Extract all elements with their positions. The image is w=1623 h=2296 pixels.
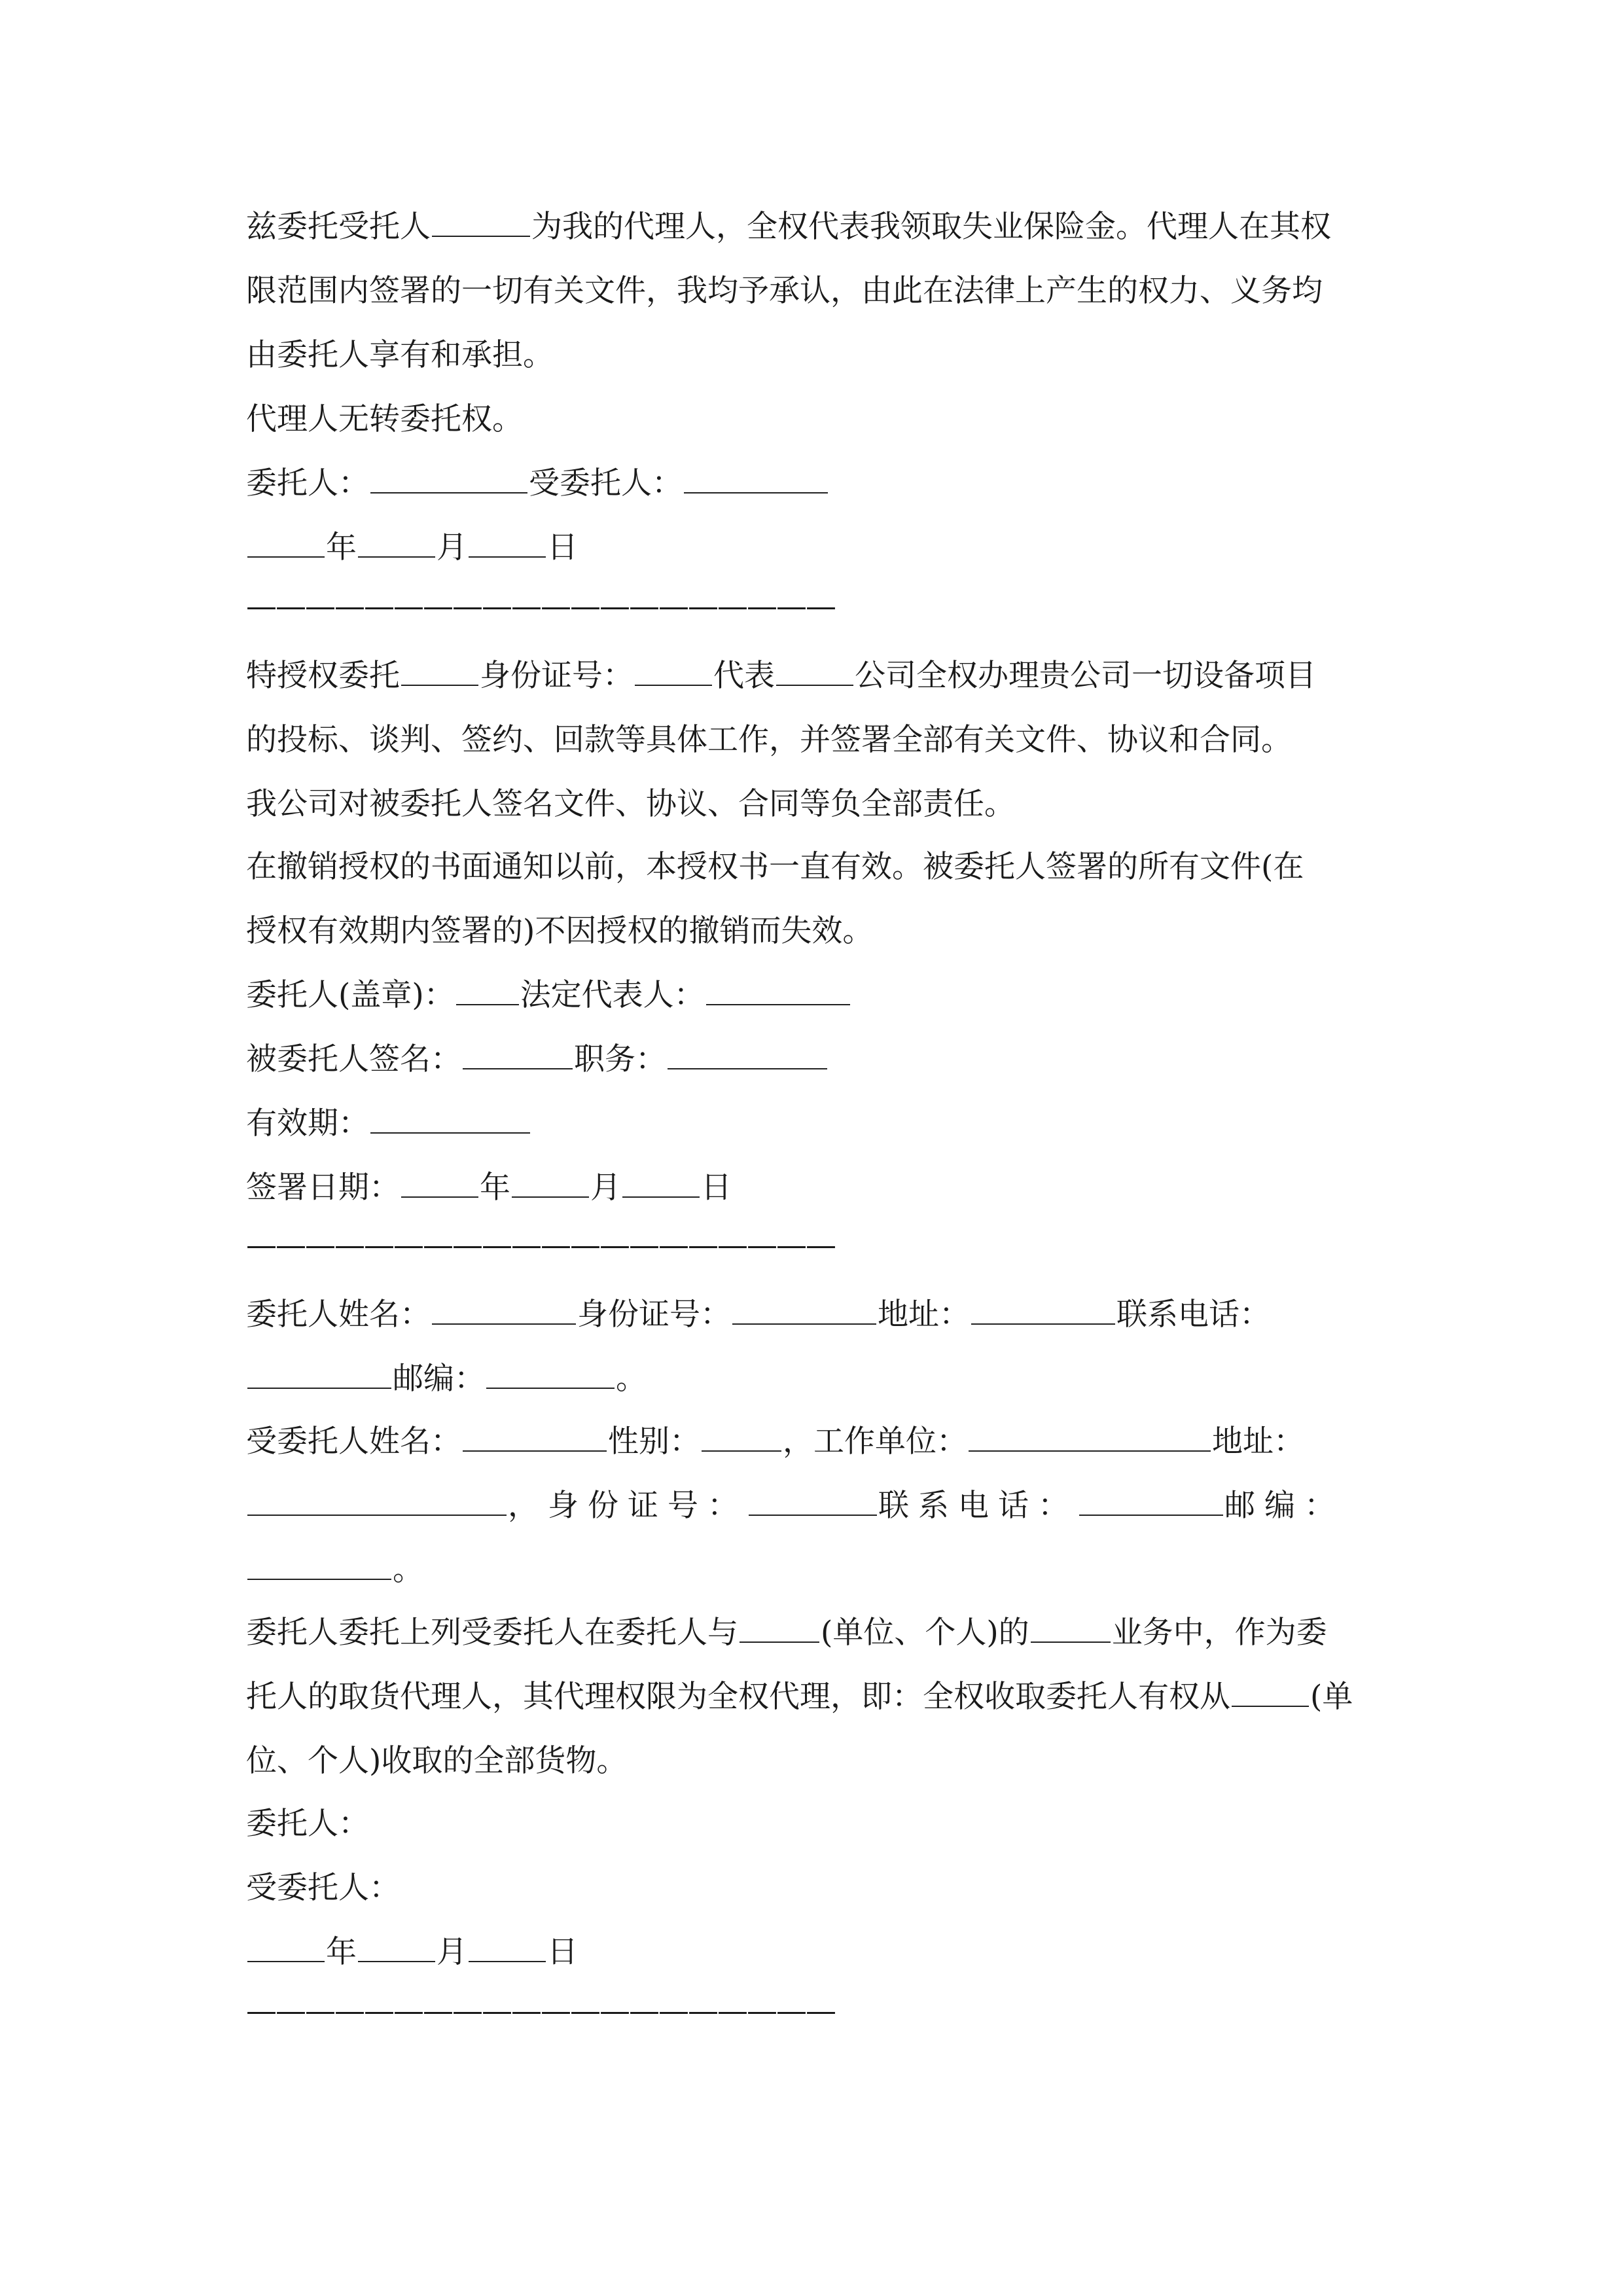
id-number-blank[interactable] bbox=[732, 1295, 876, 1325]
employer-blank[interactable] bbox=[969, 1422, 1211, 1452]
text: 联系电话： bbox=[878, 1488, 1078, 1524]
s3-line-4 bbox=[246, 1483, 1344, 1529]
s3-line-3 bbox=[246, 1419, 1304, 1465]
s2-line-3: 我公司对被委托人签名文件、协议、合同等负全部责任。 bbox=[246, 786, 1015, 822]
source-blank[interactable] bbox=[1232, 1677, 1309, 1707]
signature-blank[interactable] bbox=[463, 1039, 573, 1069]
agent-blank[interactable] bbox=[684, 463, 828, 493]
day-label: 日 bbox=[547, 1934, 578, 1970]
text: 兹委托受托人 bbox=[246, 209, 431, 245]
s2-line-5: 授权有效期内签署的)不因授权的撤销而失效。 bbox=[246, 913, 874, 949]
text: 身份证号： bbox=[577, 1297, 731, 1333]
agent-name-blank[interactable] bbox=[463, 1422, 607, 1452]
text: 公司全权办理贵公司一切设备项目 bbox=[855, 658, 1316, 694]
text: 邮编： bbox=[1224, 1488, 1344, 1524]
agent-name-blank[interactable] bbox=[432, 207, 530, 237]
s2-line-6 bbox=[246, 973, 851, 1018]
text: 法定代表人： bbox=[520, 977, 705, 1013]
text: ，工作单位： bbox=[783, 1424, 967, 1460]
s1-line-3: 由委托人享有和承担。 bbox=[246, 337, 554, 373]
s3-line-6 bbox=[246, 1610, 1327, 1656]
s1-date-line bbox=[246, 525, 578, 571]
text: 联系电话： bbox=[1116, 1297, 1270, 1333]
postcode-blank[interactable] bbox=[486, 1359, 615, 1389]
position-blank[interactable] bbox=[668, 1039, 827, 1069]
month-blank[interactable] bbox=[358, 528, 435, 558]
month-label: 月 bbox=[437, 529, 467, 565]
s1-line-4: 代理人无转委托权。 bbox=[246, 401, 523, 437]
text: 签署日期： bbox=[246, 1170, 400, 1206]
text: 业务中，作为委 bbox=[1111, 1615, 1327, 1651]
s3-line-8: 位、个人)收取的全部货物。 bbox=[246, 1743, 628, 1779]
s1-line-5 bbox=[246, 461, 829, 507]
s3-line-7 bbox=[246, 1674, 1353, 1720]
text: 地址： bbox=[1212, 1424, 1304, 1460]
s3-date-line bbox=[246, 1929, 578, 1975]
text: (单位、个人)的 bbox=[821, 1615, 1029, 1651]
text: 邮编： bbox=[393, 1361, 485, 1397]
year-label: 年 bbox=[480, 1170, 510, 1206]
day-blank[interactable] bbox=[469, 528, 546, 558]
text: 特授权委托 bbox=[246, 658, 400, 694]
validity-blank[interactable] bbox=[370, 1103, 530, 1134]
gender-blank[interactable] bbox=[702, 1422, 781, 1452]
s3-line-10: 受委托人： bbox=[246, 1870, 400, 1906]
phone-blank[interactable] bbox=[247, 1359, 391, 1389]
agent-label: 受委托人： bbox=[529, 465, 683, 501]
s2-line-1 bbox=[246, 653, 1316, 699]
year-blank[interactable] bbox=[247, 528, 325, 558]
text: 被委托人签名： bbox=[246, 1041, 461, 1077]
section-separator: ———————————————————— bbox=[246, 588, 835, 624]
seal-blank[interactable] bbox=[456, 975, 519, 1005]
section-separator: ———————————————————— bbox=[246, 1993, 835, 2029]
text: 。 bbox=[393, 1552, 423, 1588]
s3-line-1 bbox=[246, 1292, 1270, 1338]
s2-line-4: 在撤销授权的书面通知以前，本授权书一直有效。被委托人签署的所有文件(在 bbox=[246, 849, 1304, 885]
year-blank[interactable] bbox=[401, 1168, 478, 1198]
s2-line-7 bbox=[246, 1037, 829, 1083]
year-label: 年 bbox=[326, 529, 357, 565]
agent-postcode-blank[interactable] bbox=[247, 1550, 391, 1580]
id-number-blank[interactable] bbox=[635, 656, 712, 686]
text: 为我的代理人，全权代表我领取失业保险金。代理人在其权 bbox=[531, 209, 1331, 245]
month-blank[interactable] bbox=[512, 1168, 589, 1198]
company-blank[interactable] bbox=[776, 656, 853, 686]
address-blank[interactable] bbox=[971, 1295, 1115, 1325]
authorized-name-blank[interactable] bbox=[401, 656, 478, 686]
text: 。 bbox=[616, 1361, 647, 1397]
s3-line-2 bbox=[246, 1356, 647, 1402]
text: ，身份证号： bbox=[508, 1488, 747, 1524]
text: 受委托人姓名： bbox=[246, 1424, 461, 1460]
text: 委托人姓名： bbox=[246, 1297, 431, 1333]
principal-name-blank[interactable] bbox=[432, 1295, 576, 1325]
section-separator: ———————————————————— bbox=[246, 1227, 835, 1263]
text: 有效期： bbox=[246, 1105, 369, 1141]
agent-phone-blank[interactable] bbox=[1079, 1486, 1223, 1516]
business-blank[interactable] bbox=[1031, 1613, 1111, 1643]
text: 托人的取货代理人，其代理权限为全权代理，即：全权收取委托人有权从 bbox=[246, 1679, 1230, 1715]
s2-line-8 bbox=[246, 1101, 531, 1147]
month-blank[interactable] bbox=[358, 1932, 435, 1962]
legal-rep-blank[interactable] bbox=[706, 975, 850, 1005]
agent-id-blank[interactable] bbox=[749, 1486, 877, 1516]
text: 委托人(盖章)： bbox=[246, 977, 455, 1013]
text: 身份证号： bbox=[480, 658, 633, 694]
agent-address-blank[interactable] bbox=[247, 1486, 507, 1516]
text: 职务： bbox=[574, 1041, 666, 1077]
s3-line-9: 委托人： bbox=[246, 1806, 369, 1842]
s1-line-1 bbox=[246, 204, 1331, 250]
text: (单 bbox=[1310, 1679, 1353, 1715]
s3-line-5 bbox=[246, 1547, 423, 1593]
text: 代表 bbox=[713, 658, 775, 694]
year-blank[interactable] bbox=[247, 1932, 325, 1962]
day-label: 日 bbox=[547, 529, 578, 565]
principal-label: 委托人： bbox=[246, 465, 369, 501]
month-label: 月 bbox=[590, 1170, 621, 1206]
s2-line-9 bbox=[246, 1165, 732, 1211]
s1-line-2: 限范围内签署的一切有关文件，我均予承认，由此在法律上产生的权力、义务均 bbox=[246, 273, 1323, 309]
day-blank[interactable] bbox=[469, 1932, 546, 1962]
s2-line-2: 的投标、谈判、签约、回款等具体工作，并签署全部有关文件、协议和合同。 bbox=[246, 722, 1292, 758]
month-label: 月 bbox=[437, 1934, 467, 1970]
year-label: 年 bbox=[326, 1934, 357, 1970]
day-blank[interactable] bbox=[622, 1168, 700, 1198]
party-blank[interactable] bbox=[740, 1613, 819, 1643]
text: 地址： bbox=[878, 1297, 970, 1333]
principal-blank[interactable] bbox=[370, 463, 527, 493]
text: 委托人委托上列受委托人在委托人与 bbox=[246, 1615, 738, 1651]
day-label: 日 bbox=[701, 1170, 732, 1206]
text: 性别： bbox=[608, 1424, 700, 1460]
